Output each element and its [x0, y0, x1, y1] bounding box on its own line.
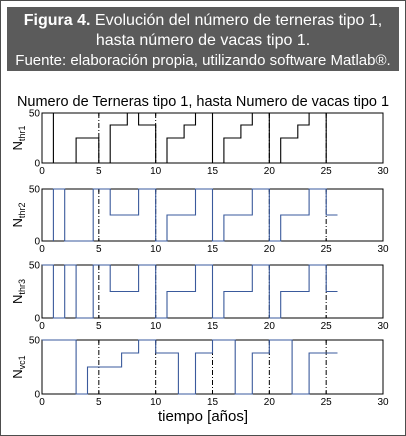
subplot-1-x-tick-label: 25	[320, 166, 332, 177]
subplot-4-x-tick-label: 5	[96, 397, 102, 408]
subplot-3-y-tick-label: 50	[28, 260, 40, 272]
subplot-4-y-label-base: N	[10, 369, 25, 379]
subplot-3-x-tick-label: 20	[263, 321, 275, 332]
subplot-4-y-label-subscript: vc1	[17, 355, 27, 370]
subplot-3-y-label-subscript: thr3	[17, 279, 27, 295]
subplot-1-x-tick-label: 10	[150, 166, 162, 177]
subplot-2-x-tick-label: 0	[39, 244, 45, 255]
caption-line-2: hasta número de vacas tipo 1.	[95, 32, 311, 49]
subplot-4-x-tick-label: 10	[150, 397, 162, 408]
subplot-4-x-tick-label: 25	[320, 397, 332, 408]
subplot-4-series-line	[42, 340, 338, 394]
subplot-4-y-tick-label: 0	[34, 389, 40, 401]
subplot-3-y-label	[10, 279, 27, 304]
subplot-1-x-tick-label: 15	[206, 166, 219, 177]
subplot-1-series-line	[53, 113, 337, 163]
subplot-2-series-line	[53, 189, 337, 241]
subplot-2-y-tick-label: 0	[34, 236, 40, 248]
subplot-1-y-label-subscript: thr1	[17, 125, 27, 142]
subplot-2-y-label	[10, 203, 27, 228]
subplot-3-x-tick-label: 0	[39, 321, 45, 332]
subplot-3-x-tick-label: 30	[377, 321, 389, 332]
subplot-4-y-tick-label: 50	[28, 335, 40, 347]
subplot-3-y-label-base: N	[10, 294, 25, 304]
caption-line-1-text: Evolución del número de terneras tipo 1,	[90, 12, 383, 29]
subplot-2-x-tick-label: 10	[150, 244, 162, 255]
subplot-2-x-tick-label: 15	[206, 244, 219, 255]
subplot-3-x-tick-label: 10	[150, 321, 162, 332]
subplot-4-x-tick-label: 20	[263, 397, 275, 408]
subplot-1-x-tick-label: 20	[263, 166, 275, 177]
subplot-1-y-label	[10, 126, 27, 151]
subplot-4-y-label	[10, 355, 27, 378]
subplot-2-x-tick-label: 30	[377, 244, 389, 255]
subplot-1-x-tick-label: 30	[377, 166, 389, 177]
x-axis-label: tiempo [años]	[157, 408, 249, 425]
subplot-2-x-tick-label: 20	[263, 244, 275, 255]
figure-label: Figura 4.	[23, 12, 91, 29]
subplot-1-y-label-base: N	[10, 141, 25, 151]
subplot-3-x-tick-label: 15	[206, 321, 219, 332]
subplot-1-x-tick-label: 5	[96, 166, 102, 177]
subplot-3-x-tick-label: 5	[96, 321, 102, 332]
subplot-4-x-tick-label: 15	[206, 397, 219, 408]
subplot-3-y-tick-label: 0	[34, 313, 40, 325]
subplot-1-y-tick-label: 50	[28, 108, 40, 120]
subplot-3-series-line	[42, 265, 338, 318]
subplot-1-y-tick-label: 0	[34, 158, 40, 170]
subplot-4-x-tick-label: 0	[39, 397, 45, 408]
subplot-4-x-tick-label: 30	[377, 397, 389, 408]
caption-line-3: Fuente: elaboración propia, utilizando software Matlab®.	[15, 52, 391, 69]
subplot-2-y-label-base: N	[10, 218, 25, 228]
subplot-2-x-tick-label: 25	[320, 244, 332, 255]
subplot-2-x-tick-label: 5	[96, 244, 102, 255]
subplot-1-x-tick-label: 0	[39, 166, 45, 177]
subplot-2-y-label-subscript: thr2	[17, 202, 27, 219]
subplot-3-x-tick-label: 25	[320, 321, 332, 332]
chart-title: Numero de Terneras tipo 1, hasta Numero de vacas tipo 1	[16, 94, 390, 110]
subplot-2-y-tick-label: 50	[28, 184, 40, 196]
